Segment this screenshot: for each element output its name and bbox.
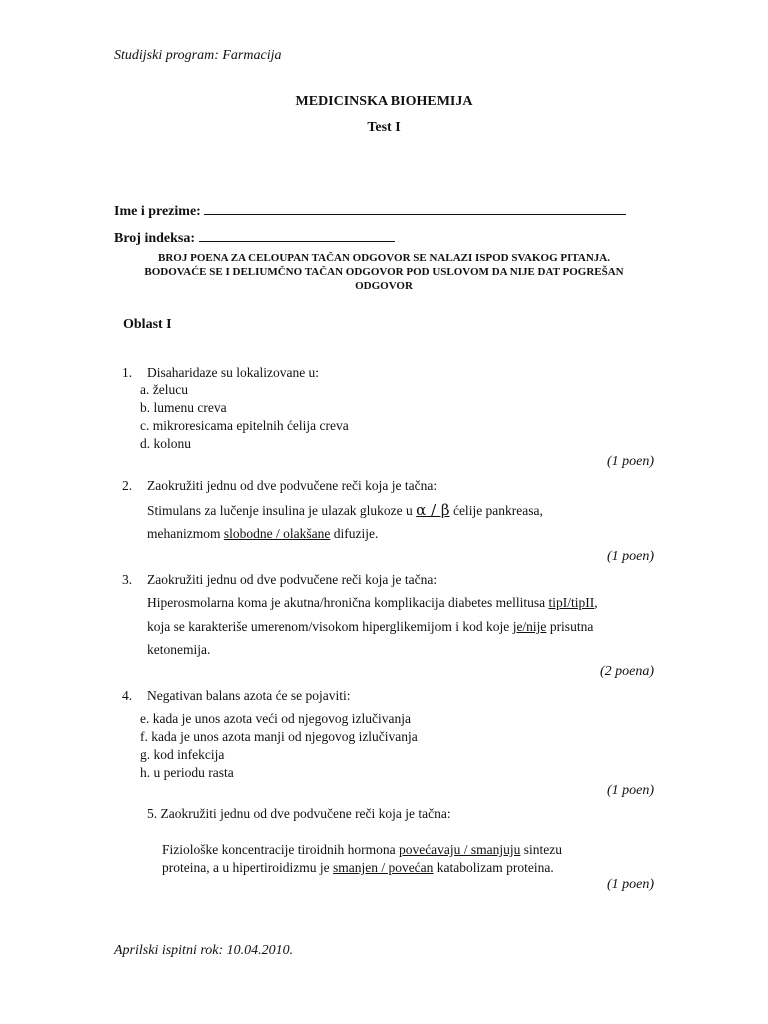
exam-date-footer: Aprilski ispitni rok: 10.04.2010. xyxy=(114,943,294,958)
q5-catabolism-choice[interactable]: smanjen / povećan xyxy=(332,860,434,875)
q4-number: 4. xyxy=(122,688,133,703)
document-title: MEDICINSKA BIOHEMIJA xyxy=(295,94,473,109)
q5-line-1-end: sintezu xyxy=(523,842,563,857)
q5-line-1-start: Fiziološke koncentracije tiroidnih hormona xyxy=(162,842,396,857)
q2-diffusion-choice[interactable]: slobodne / olakšane xyxy=(223,526,331,541)
q2-line-1 xyxy=(147,501,543,519)
q5-text: 5. Zaokružiti jednu od dve podvučene reči koja je tačna: xyxy=(147,806,451,821)
q3-text: Zaokružiti jednu od dve podvučene reči koja je tačna: xyxy=(147,572,438,587)
q5-line-1 xyxy=(162,842,562,858)
q5-points: (1 poen) xyxy=(606,877,654,892)
q4-text: Negativan balans azota će se pojaviti: xyxy=(147,688,351,703)
q4-points: (1 poen) xyxy=(606,783,654,798)
q1-option-b: b. lumenu creva xyxy=(140,400,227,415)
q2-line-1-end: ćelije pankreasa, xyxy=(452,503,543,518)
q5-line-2 xyxy=(162,860,554,876)
q3-points: (2 poena) xyxy=(599,664,654,679)
q3-line-2-start: koja se karakteriše umerenom/visokom hiperglikemijom i kod koje xyxy=(147,619,510,634)
q2-line-1-start: Stimulans za lučenje insulina je ulazak glukoze u xyxy=(147,503,413,518)
q2-cell-choice[interactable]: α / β xyxy=(416,501,450,519)
q2-line-2-end: difuzije. xyxy=(333,526,379,541)
section-title: Oblast I xyxy=(123,317,172,332)
q2-points: (1 poen) xyxy=(606,549,654,564)
q1-option-a: a. želucu xyxy=(140,382,188,397)
q1-points: (1 poen) xyxy=(606,454,654,469)
name-blank[interactable] xyxy=(204,202,626,215)
index-label: Broj indeksa: xyxy=(114,231,196,246)
q2-number: 2. xyxy=(122,478,133,493)
q3-line-3: ketonemija. xyxy=(147,642,211,657)
q5-line-2-start: proteina, a u hipertiroidizmu je xyxy=(162,860,330,875)
q4-option-h: h. u periodu rasta xyxy=(140,765,234,780)
q1-text: Disaharidaze su lokalizovane u: xyxy=(147,365,320,380)
q2-line-2-start: mehanizmom xyxy=(147,526,221,541)
q3-line-1-start: Hiperosmolarna koma je akutna/hronična komplikacija diabetes mellitusa xyxy=(147,595,546,610)
q3-line-1-end: , xyxy=(594,595,598,610)
q3-line-2-end: prisutna xyxy=(549,619,594,634)
q4-option-f: f. kada je unos azota manji od njegovog izlučivanja xyxy=(140,729,418,744)
q2-text: Zaokružiti jednu od dve podvučene reči koja je tačna: xyxy=(147,478,438,493)
index-field xyxy=(114,229,395,247)
q1-option-d: d. kolonu xyxy=(140,436,192,451)
q1-number: 1. xyxy=(122,365,133,380)
name-field xyxy=(114,202,626,220)
notice-line-1: BROJ POENA ZA CELOUPAN TAČAN ODGOVOR SE NALAZI ISPOD SVAKOG PITANJA. xyxy=(158,252,610,264)
name-label: Ime i prezime: xyxy=(114,204,201,219)
notice-line-3: ODGOVOR xyxy=(355,280,413,292)
q3-line-2 xyxy=(147,619,593,635)
study-program: Studijski program: Farmacija xyxy=(114,48,282,63)
q4-option-e: e. kada je unos azota veći od njegovog izlučivanja xyxy=(140,711,412,726)
notice-line-2: BODOVAĆE SE I DELIUMČNO TAČAN ODGOVOR POD USLOVOM DA NIJE DAT POGREŠAN xyxy=(144,266,624,278)
q1-option-c: c. mikroresicama epitelnih ćelija creva xyxy=(140,418,349,433)
document-subtitle: Test I xyxy=(367,120,401,135)
q4-option-g: g. kod infekcija xyxy=(140,747,225,762)
q5-synthesis-choice[interactable]: povećavaju / smanjuju xyxy=(398,842,521,857)
index-blank[interactable] xyxy=(199,229,395,242)
q5-line-2-end: katabolizam proteina. xyxy=(436,860,554,875)
q3-presence-choice[interactable]: je/nije xyxy=(512,619,547,634)
q3-line-1 xyxy=(147,595,598,611)
q3-type-choice[interactable]: tipI/tipII xyxy=(548,595,595,610)
q3-number: 3. xyxy=(122,572,133,587)
q2-line-2 xyxy=(147,526,378,542)
